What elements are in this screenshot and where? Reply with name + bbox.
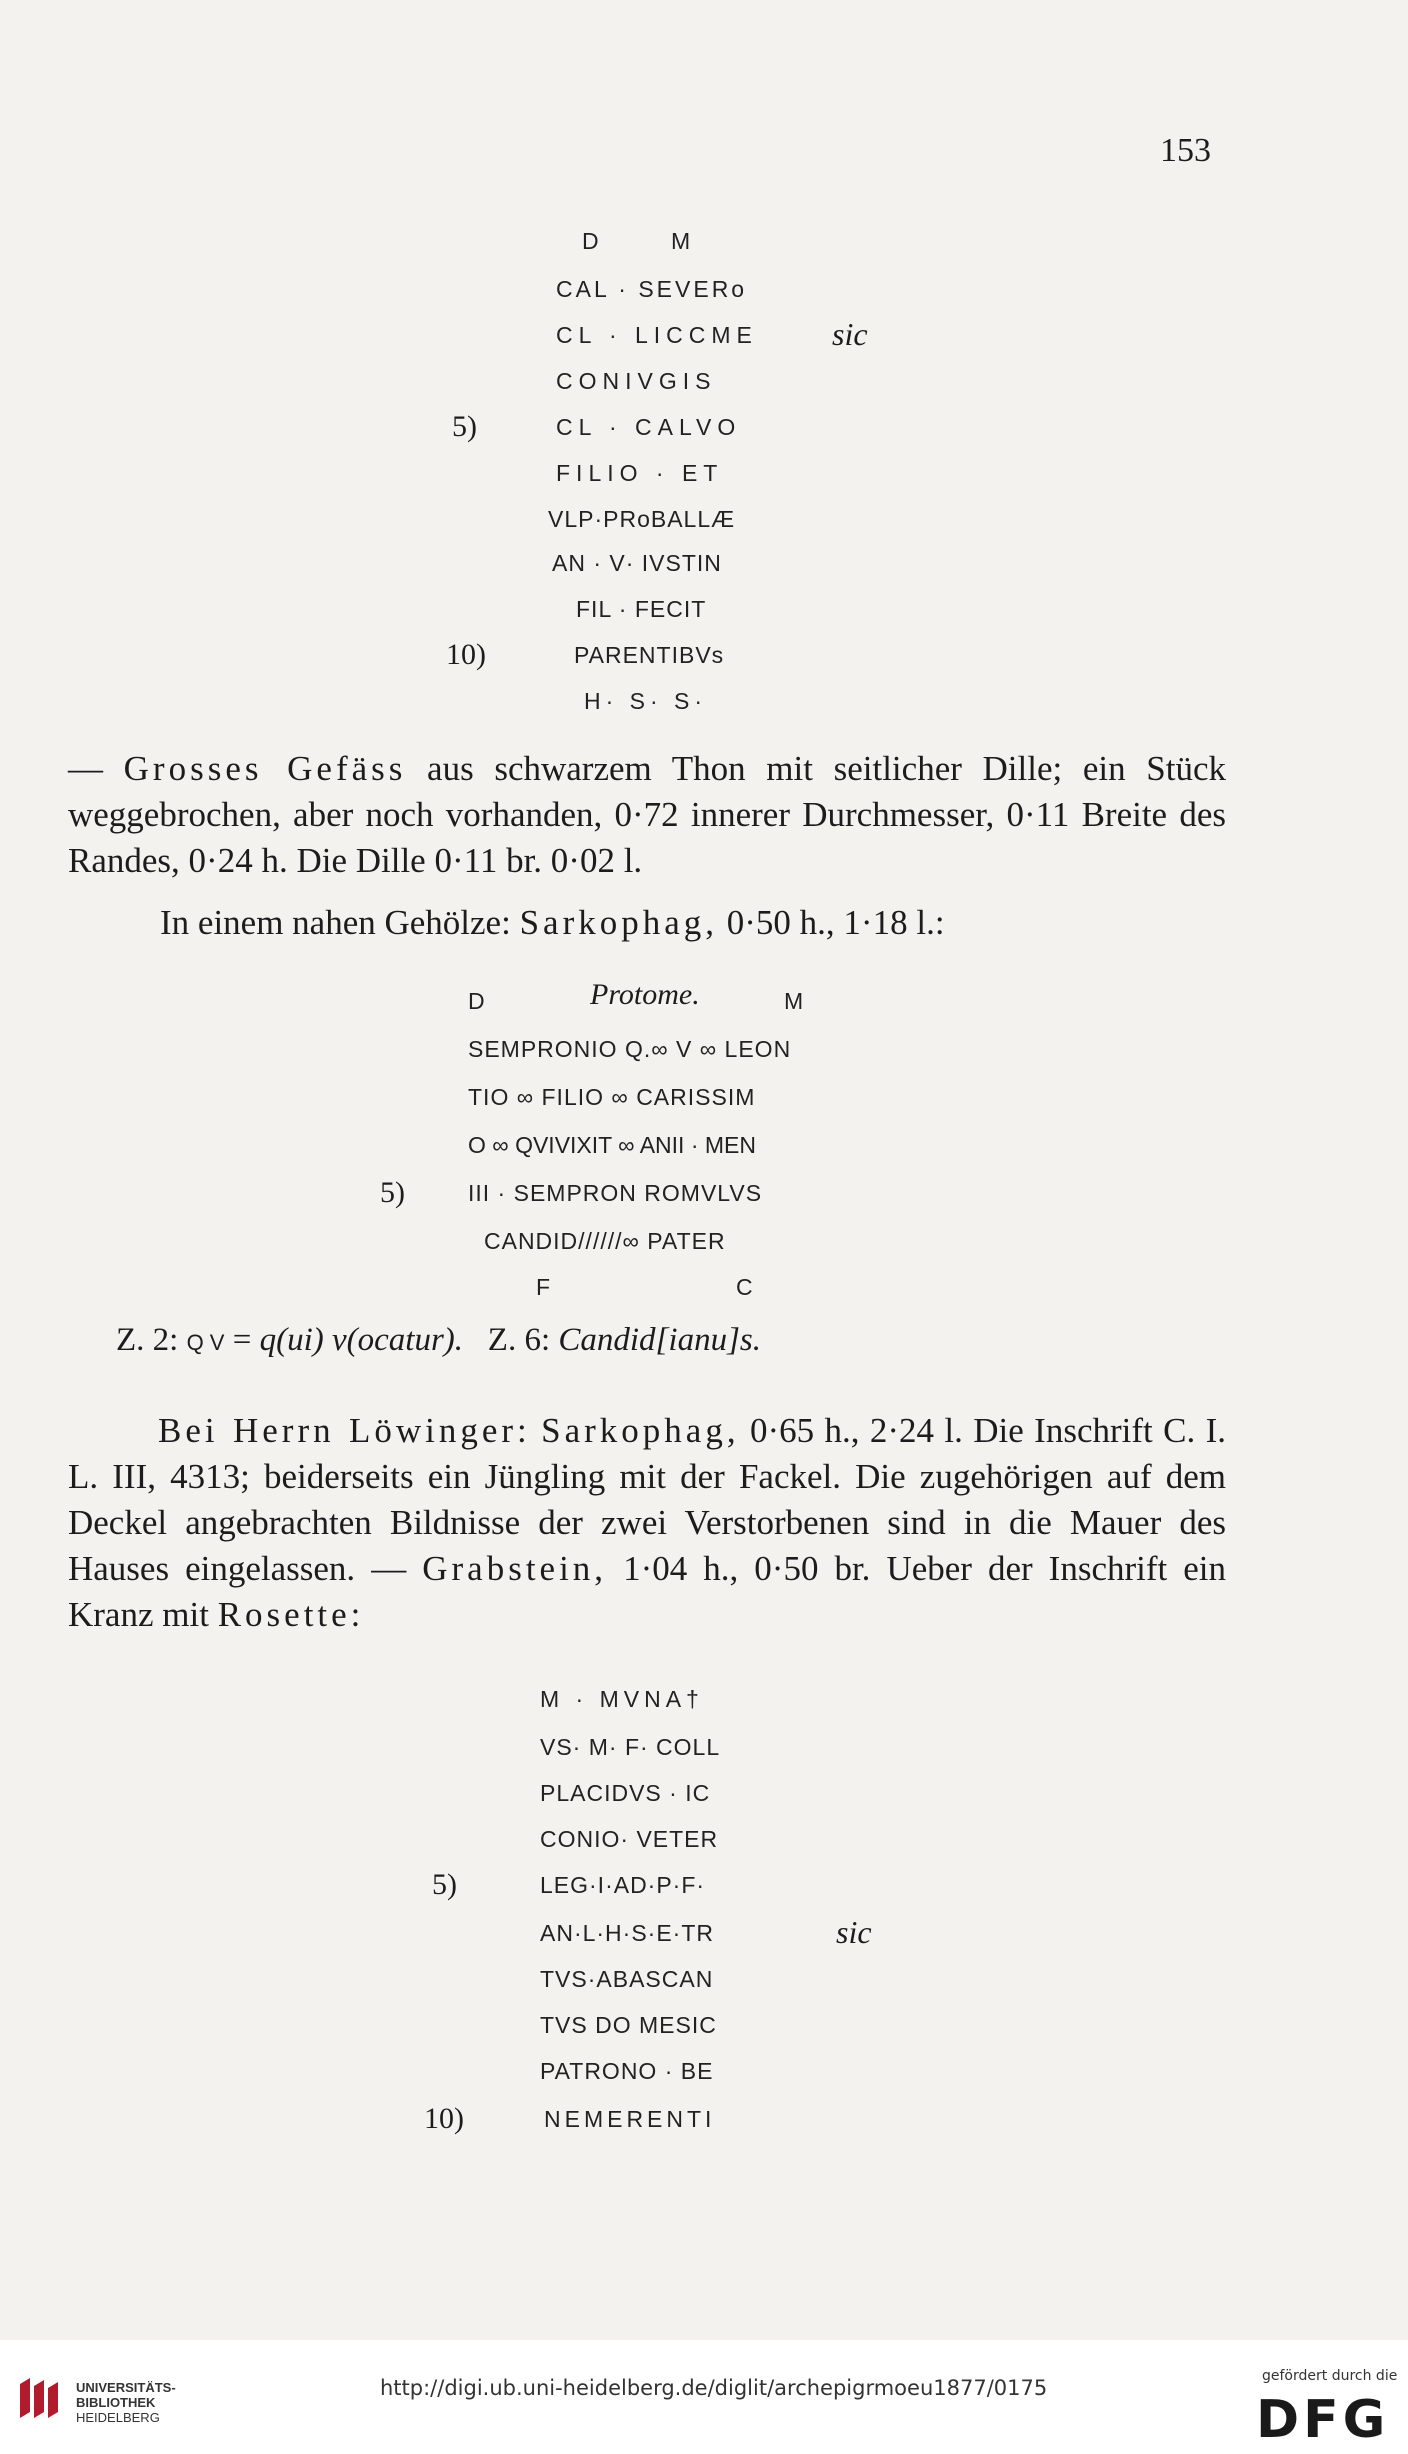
spaced-heading: Bei Herrn Löwinger: <box>158 1411 531 1450</box>
sic-note: sic <box>832 316 868 352</box>
digitization-footer <box>0 2340 1408 2454</box>
protome-label: Protome. <box>590 978 700 1011</box>
inscription-line: PARENTIBVs <box>574 642 725 668</box>
inscription-line: VLP·PRoBALLÆ <box>548 506 736 532</box>
inscription-line: CONIO· VETER <box>540 1826 719 1852</box>
line-number: 5) <box>452 410 477 443</box>
spaced-heading: Rosette <box>217 1595 351 1634</box>
permalink-url[interactable]: http://digi.ub.uni-heidelberg.de/diglit/archepigrmoeu1877/0175 <box>380 2376 1048 2400</box>
line-number: 10) <box>446 638 486 671</box>
library-name <box>76 2380 176 2425</box>
dash: — <box>68 749 103 788</box>
library-name-line: BIBLIOTHEK <box>76 2395 156 2410</box>
note-prefix: Z. 2: <box>116 1322 179 1358</box>
inscription-line: CL · CALVO <box>556 414 742 440</box>
inscription-line: TIO ∞ FILIO ∞ CARISSIM <box>468 1084 756 1110</box>
inscription-line: LEG·I·AD·P·F· <box>540 1872 706 1898</box>
inscription-line: CAL · SEVERo <box>556 276 748 302</box>
inscription-line: SEMPRONIO Q.∞ V ∞ LEON <box>468 1036 792 1062</box>
inscription-line: FIL · FECIT <box>576 596 707 622</box>
note-expansion: q(ui) v(ocatur). <box>259 1322 464 1358</box>
paragraph-loewinger <box>68 1408 1226 1638</box>
page-number: 153 <box>1160 132 1211 169</box>
paragraph-sarcophagus-grove <box>160 900 1226 946</box>
line-note <box>116 1322 761 1359</box>
inscription-line: AN·L·H·S·E·TR <box>540 1920 714 1946</box>
inscription-line: C <box>736 1274 756 1300</box>
spaced-heading: Sarkophag, <box>519 903 719 942</box>
inscription-line: CL · LICCME <box>556 322 758 348</box>
note-abbreviation: Q V <box>186 1330 225 1355</box>
inscription-line: FILIO · ET <box>556 460 724 486</box>
spaced-heading: Grosses Gefäss <box>123 749 407 788</box>
inscription-line: D M <box>582 228 694 254</box>
sponsor-caption: gefördert durch die <box>1262 2368 1398 2384</box>
inscription-line: O ∞ QVIVIXIT ∞ ANII · MEN <box>468 1132 756 1158</box>
paragraph-text: In einem nahen Gehölze: <box>160 903 511 942</box>
paragraph-text: 0·65 h., 2·24 l. Die Inschrift C. I. L. III, 4313; beiderseits ein Jüngling mit der Fackel. Die zugehörigen auf dem Deckel angebrachten Bildnisse der zwei Verstorbenen sind in die Mauer des Hauses eingelassen. — <box>68 1411 1226 1588</box>
spaced-heading: Grabstein, <box>422 1549 608 1588</box>
note-equals: = <box>232 1322 252 1358</box>
library-name-line: HEIDELBERG <box>76 2410 160 2425</box>
inscription-line: TVS·ABASCAN <box>540 1966 714 1992</box>
note-z6: Z. 6: <box>487 1322 551 1358</box>
inscription-line: NEMERENTI <box>544 2106 716 2132</box>
inscription-line: CONIVGIS <box>556 368 717 394</box>
paragraph-text: 0·50 h., 1·18 l.: <box>726 903 945 942</box>
inscription-line: D <box>468 988 488 1014</box>
inscription-line: M · MVNA† <box>540 1686 704 1712</box>
spaced-heading: Sarkophag, <box>541 1411 740 1450</box>
inscription-line: CANDID//////∞ PATER <box>484 1228 726 1254</box>
line-number: 5) <box>432 1868 457 1901</box>
inscription-line: III · SEMPRON ROMVLVS <box>468 1180 763 1206</box>
inscription-line: M <box>784 988 807 1014</box>
line-number: 5) <box>380 1176 405 1209</box>
inscription-line: H· S· S· <box>584 688 708 714</box>
inscription-line: VS· M· F· COLL <box>540 1734 721 1760</box>
paragraph-text: 1·04 h., 0·50 br. Ueber der Inschrift ein Kranz mit <box>68 1549 1227 1634</box>
inscription-line: F <box>536 1274 554 1300</box>
paragraph-text: aus schwarzem Thon mit seitlicher Dille; ein Stück weggebrochen, aber noch vorhanden, 0·72 innerer Durchmesser, 0·11 Breite des Randes, 0·24 h. Die Dille 0·11 br. 0·02 l. <box>68 749 1227 880</box>
inscription-line: PLACIDVS · IC <box>540 1780 711 1806</box>
line-number: 10) <box>424 2102 464 2135</box>
note-z6-text: Candid[ianu]s. <box>558 1322 761 1358</box>
library-name-line: UNIVERSITÄTS- <box>76 2380 176 2395</box>
inscription-line: AN · V· IVSTIN <box>552 550 722 576</box>
punctuation: : <box>350 1595 361 1634</box>
sic-note: sic <box>836 1914 872 1950</box>
university-library-logo-icon <box>14 2372 66 2424</box>
inscription-line: TVS DO MESIC <box>540 2012 717 2038</box>
dfg-logo: DFG <box>1256 2390 1390 2450</box>
paragraph-vessel-description <box>68 746 1226 884</box>
inscription-line: PATRONO · BE <box>540 2058 714 2084</box>
